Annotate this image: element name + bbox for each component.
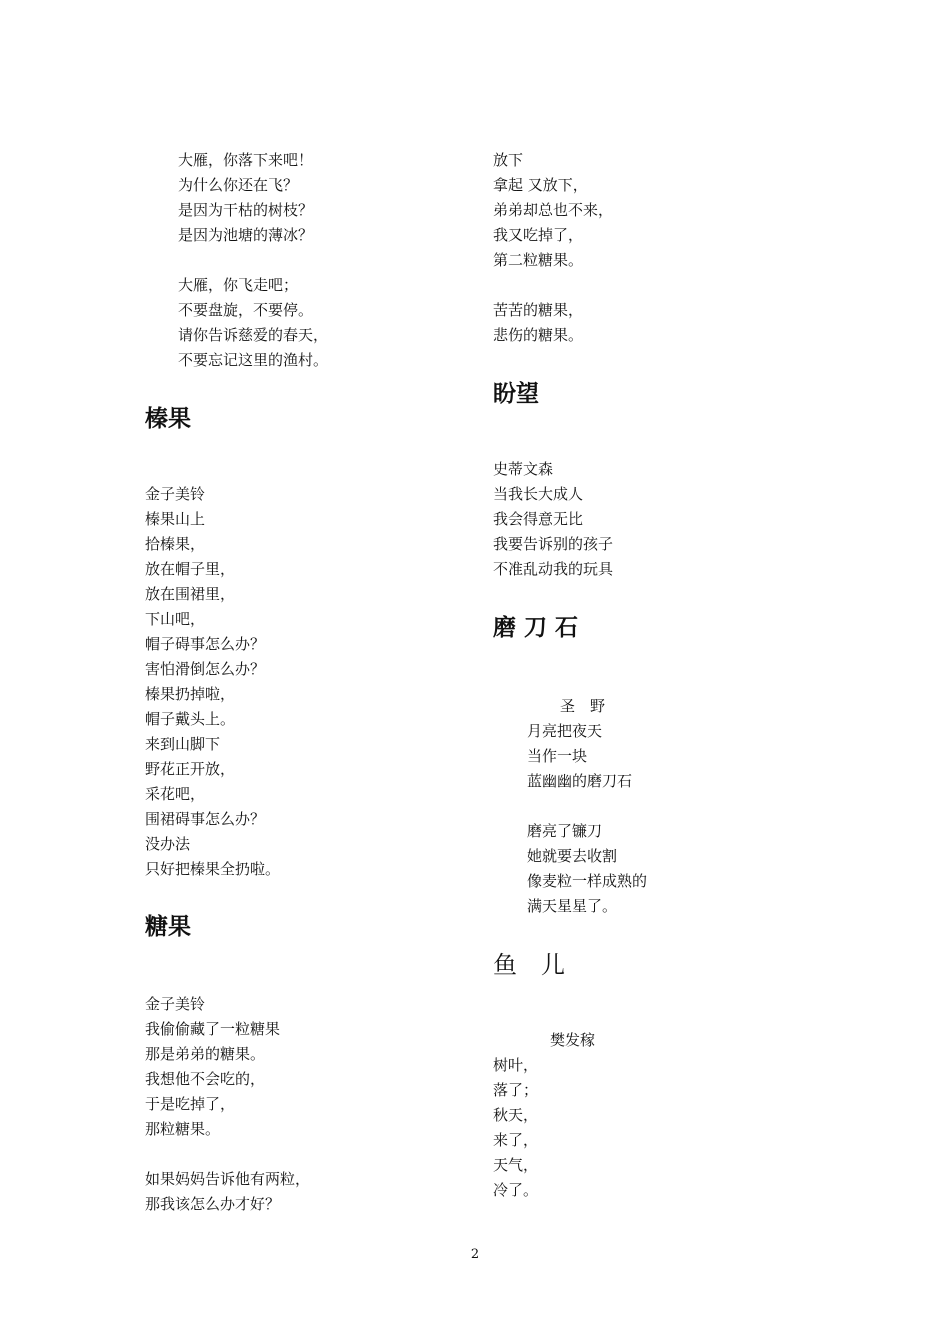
poem-line: 不准乱动我的玩具 — [493, 560, 614, 578]
poem-line: 大雁，你飞走吧； — [178, 276, 299, 294]
poem-line: 请你告诉慈爱的春天， — [178, 326, 329, 344]
poem-line: 她就要去收割 — [527, 847, 618, 865]
poem-line: 第二粒糖果。 — [493, 251, 584, 269]
poem-author: 史蒂文森 — [493, 460, 554, 478]
poem-line: 当我长大成人 — [493, 485, 584, 503]
poem-line: 天气， — [493, 1156, 539, 1174]
poem-line: 树叶， — [493, 1056, 539, 1074]
poem-line: 那我该怎么办才好？ — [145, 1195, 281, 1213]
poem-line: 放在帽子里， — [145, 560, 236, 578]
poem-title: 盼望 — [493, 381, 539, 407]
poem-line: 拾榛果， — [145, 535, 206, 553]
poem-line: 来到山脚下 — [145, 735, 221, 753]
poem-line: 那是弟弟的糖果。 — [145, 1045, 266, 1063]
poem-author: 樊发稼 — [550, 1031, 596, 1049]
poem-line: 冷了。 — [493, 1181, 539, 1199]
poem-line: 于是吃掉了， — [145, 1095, 236, 1113]
poem-line: 放在围裙里， — [145, 585, 236, 603]
poem-title: 鱼 儿 — [493, 951, 565, 979]
poem-line: 野花正开放， — [145, 760, 236, 778]
poem-line: 大雁，你落下来吧！ — [178, 151, 314, 169]
poem-line: 榛果山上 — [145, 510, 206, 528]
poem-author: 金子美铃 — [145, 995, 206, 1013]
poem-line: 弟弟却总也不来， — [493, 201, 614, 219]
poem-line: 下山吧， — [145, 610, 206, 628]
poem-line: 那粒糖果。 — [145, 1120, 221, 1138]
poem-line: 满天星星了。 — [527, 897, 618, 915]
poem-line: 我会得意无比 — [493, 510, 584, 528]
poem-line: 落了； — [493, 1081, 539, 1099]
poem-line: 放下 — [493, 151, 524, 169]
poem-line: 害怕滑倒怎么办？ — [145, 660, 266, 678]
poem-line: 拿起 又放下， — [493, 176, 588, 194]
poem-line: 是因为干枯的树枝？ — [178, 201, 314, 219]
poem-line: 采花吧， — [145, 785, 206, 803]
poem-line: 我要告诉别的孩子 — [493, 535, 614, 553]
poem-line: 只好把榛果全扔啦。 — [145, 860, 281, 878]
poem-line: 蓝幽幽的磨刀石 — [527, 772, 633, 790]
poem-line: 秋天， — [493, 1106, 539, 1124]
poem-line: 苦苦的糖果， — [493, 301, 584, 319]
poem-line: 当作一块 — [527, 747, 588, 765]
poem-line: 我又吃掉了， — [493, 226, 584, 244]
poem-title: 榛果 — [145, 406, 191, 432]
poem-title: 糖果 — [145, 914, 191, 940]
poem-line: 来了， — [493, 1131, 539, 1149]
poem-line: 没办法 — [145, 835, 191, 853]
poem-line: 如果妈妈告诉他有两粒， — [145, 1170, 311, 1188]
poem-author: 金子美铃 — [145, 485, 206, 503]
poem-line: 围裙碍事怎么办？ — [145, 810, 266, 828]
poem-line: 是因为池塘的薄冰？ — [178, 226, 314, 244]
poem-line: 不要盘旋，不要停。 — [178, 301, 314, 319]
poem-line: 帽子戴头上。 — [145, 710, 236, 728]
poem-author: 圣 野 — [560, 697, 606, 715]
poem-line: 悲伤的糖果。 — [493, 326, 584, 344]
poem-line: 月亮把夜天 — [527, 722, 603, 740]
poem-line: 像麦粒一样成熟的 — [527, 872, 648, 890]
poem-line: 为什么你还在飞？ — [178, 176, 299, 194]
poem-line: 我偷偷藏了一粒糖果 — [145, 1020, 281, 1038]
poem-line: 不要忘记这里的渔村。 — [178, 351, 329, 369]
poem-line: 榛果扔掉啦， — [145, 685, 236, 703]
poem-line: 我想他不会吃的， — [145, 1070, 266, 1088]
poem-line: 磨亮了镰刀 — [527, 822, 603, 840]
poem-line: 帽子碍事怎么办？ — [145, 635, 266, 653]
poem-title: 磨 刀 石 — [493, 615, 579, 641]
page-number: 2 — [470, 1247, 480, 1262]
